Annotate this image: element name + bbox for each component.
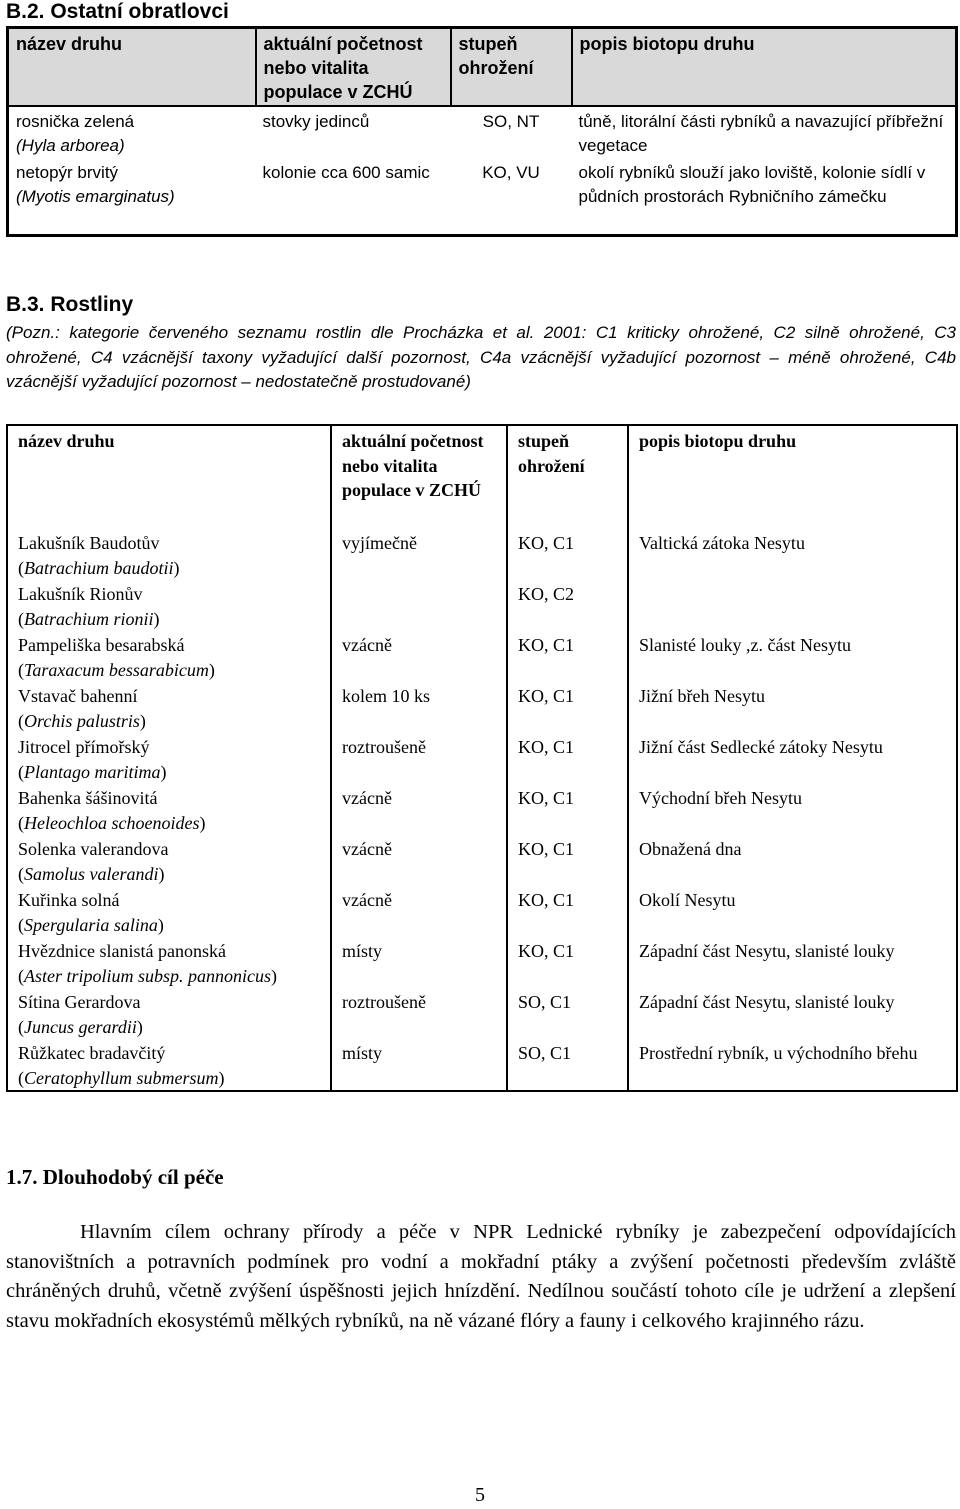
vertebrates-table bbox=[6, 26, 958, 237]
species-cell: Lakušník Rionův (Batrachium rionii) bbox=[7, 580, 331, 631]
table-row bbox=[7, 682, 957, 733]
population-cell: vzácně bbox=[331, 631, 507, 682]
table-header-row bbox=[8, 28, 957, 106]
threat-cell: SO, C1 bbox=[507, 988, 628, 1039]
population-cell bbox=[331, 580, 507, 631]
species-name: Růžkatec bradavčitý bbox=[18, 1043, 166, 1063]
threat-cell: KO, C1 bbox=[507, 733, 628, 784]
species-cell bbox=[8, 106, 256, 158]
habitat-cell: Prostřední rybník, u východního břehu bbox=[628, 1039, 957, 1091]
population-cell: roztroušeně bbox=[331, 988, 507, 1039]
population-cell: vzácně bbox=[331, 835, 507, 886]
table-row bbox=[7, 937, 957, 988]
threat-cell: KO, C1 bbox=[507, 631, 628, 682]
species-latin: Juncus gerardii bbox=[24, 1016, 137, 1037]
table-row bbox=[7, 835, 957, 886]
population-cell: stovky jedinců bbox=[262, 111, 370, 131]
species-latin: Heleochloa schoenoides bbox=[24, 812, 200, 833]
species-cell: Lakušník Baudotův (Batrachium baudotii) bbox=[7, 529, 331, 580]
threat-cell: KO, C1 bbox=[507, 937, 628, 988]
species-cell: Hvězdnice slanistá panonská (Aster tripolium subsp. pannonicus) bbox=[7, 937, 331, 988]
long-term-goal-paragraph: Hlavním cílem ochrany přírody a péče v NPR Lednické rybníky je zabezpečení odpovídajících stanovištních a potravních podmínek pro vodní a mokřadní ptáky a zvýšení početnosti především zvláště chráněných druhů, včetně zvýšení úspěšnosti jejich hnízdění. Nedílnou součástí tohoto cíle je udržení a zlepšení stavu mokřadních ekosystémů mělkých rybníků, na ně vázané flóry a fauny i celkového krajinného rázu. bbox=[6, 1221, 956, 1332]
table-row bbox=[8, 106, 957, 158]
threat-cell: KO, C2 bbox=[507, 580, 628, 631]
species-latin: Spergularia salina bbox=[24, 914, 158, 935]
habitat-cell: Obnažená dna bbox=[628, 835, 957, 886]
species-cell: Pampeliška besarabská (Taraxacum bessarabicum) bbox=[7, 631, 331, 682]
species-name: Pampeliška besarabská bbox=[18, 635, 185, 655]
red-list-note: (Pozn.: kategorie červeného seznamu rostlin dle Procházka et al. 2001: C1 kriticky ohrožené, C2 silně ohrožené, C3 ohrožené, C4 vzácnější taxony vyžadující další pozornost, C4a vzácnější vyžadující pozornost – méně ohrožené, C4b vzácnější vyžadující pozornost – nedostatečně prostudované) bbox=[6, 323, 956, 391]
habitat-cell: Západní část Nesytu, slanisté louky bbox=[628, 937, 957, 988]
population-cell: roztroušeně bbox=[331, 733, 507, 784]
header-threat-level: stupeň ohrožení bbox=[507, 425, 628, 529]
habitat-cell: Valtická zátoka Nesytu bbox=[628, 529, 957, 580]
header-threat-level: stupeň ohrožení bbox=[451, 28, 572, 106]
section-17-title: 1.7. Dlouhodobý cíl péče bbox=[6, 1165, 224, 1189]
species-cell: Růžkatec bradavčitý (Ceratophyllum submersum) bbox=[7, 1039, 331, 1091]
species-cell bbox=[8, 158, 256, 236]
header-species-name: název druhu bbox=[7, 425, 331, 529]
header-habitat: popis biotopu druhu bbox=[628, 425, 957, 529]
species-cell: Jitrocel přímořský (Plantago maritima) bbox=[7, 733, 331, 784]
threat-cell: KO, C1 bbox=[507, 784, 628, 835]
habitat-cell: tůně, litorální části rybníků a navazující příbřežní vegetace bbox=[578, 111, 944, 155]
species-latin: Batrachium rionii bbox=[24, 608, 154, 629]
header-species-name: název druhu bbox=[8, 28, 256, 106]
table-row bbox=[7, 733, 957, 784]
threat-cell: KO, C1 bbox=[507, 529, 628, 580]
species-name: netopýr brvitý bbox=[16, 162, 119, 182]
population-cell: vzácně bbox=[331, 784, 507, 835]
population-cell: místy bbox=[331, 1039, 507, 1091]
habitat-cell: Jižní břeh Nesytu bbox=[628, 682, 957, 733]
species-name: Hvězdnice slanistá panonská bbox=[18, 941, 226, 961]
population-cell: místy bbox=[331, 937, 507, 988]
table-header-row bbox=[7, 425, 957, 529]
section-b3-title: B.3. Rostliny bbox=[6, 293, 134, 316]
species-cell: Sítina Gerardova (Juncus gerardii) bbox=[7, 988, 331, 1039]
table-row bbox=[7, 1039, 957, 1091]
species-name: Solenka valerandova bbox=[18, 839, 169, 859]
habitat-cell: Slanisté louky ,z. část Nesytu bbox=[628, 631, 957, 682]
habitat-cell: Východní břeh Nesytu bbox=[628, 784, 957, 835]
species-latin: Plantago maritima bbox=[24, 761, 161, 782]
habitat-cell: Okolí Nesytu bbox=[628, 886, 957, 937]
habitat-cell: Západní část Nesytu, slanisté louky bbox=[628, 988, 957, 1039]
species-latin: (Hyla arborea) bbox=[16, 135, 125, 155]
species-cell: Bahenka šášinovitá (Heleochloa schoenoides) bbox=[7, 784, 331, 835]
threat-cell: SO, NT bbox=[482, 111, 540, 131]
habitat-cell bbox=[628, 580, 957, 631]
header-population: aktuální početnost nebo vitalita populace v ZCHÚ bbox=[256, 28, 451, 106]
threat-cell: SO, C1 bbox=[507, 1039, 628, 1091]
threat-cell: KO, C1 bbox=[507, 835, 628, 886]
population-cell: kolonie cca 600 samic bbox=[262, 162, 430, 182]
species-latin: Batrachium baudotii bbox=[24, 557, 174, 578]
table-row bbox=[7, 631, 957, 682]
page-number: 5 bbox=[475, 1484, 485, 1506]
population-cell: vzácně bbox=[331, 886, 507, 937]
threat-cell: KO, VU bbox=[482, 162, 540, 182]
table-row bbox=[7, 988, 957, 1039]
header-habitat: popis biotopu druhu bbox=[572, 28, 957, 106]
table-row bbox=[7, 886, 957, 937]
threat-cell: KO, C1 bbox=[507, 886, 628, 937]
species-latin: Taraxacum bessarabicum bbox=[24, 659, 209, 680]
table-row bbox=[7, 784, 957, 835]
species-name: Kuřinka solná bbox=[18, 890, 120, 910]
table-row bbox=[8, 158, 957, 236]
species-cell: Solenka valerandova (Samolus valerandi) bbox=[7, 835, 331, 886]
table-row bbox=[7, 529, 957, 580]
species-name: Lakušník Baudotův bbox=[18, 533, 160, 553]
species-name: Vstavač bahenní bbox=[18, 686, 138, 706]
section-b2-title: B.2. Ostatní obratlovci bbox=[6, 0, 229, 23]
species-latin: Ceratophyllum submersum bbox=[24, 1067, 219, 1088]
habitat-cell: okolí rybníků slouží jako loviště, kolonie sídlí v půdních prostorách Rybničního zámečku bbox=[578, 162, 926, 206]
table-row bbox=[7, 580, 957, 631]
population-cell: vyjímečně bbox=[331, 529, 507, 580]
habitat-cell: Jižní část Sedlecké zátoky Nesytu bbox=[628, 733, 957, 784]
species-name: Sítina Gerardova bbox=[18, 992, 141, 1012]
species-latin: Orchis palustris bbox=[24, 710, 140, 731]
species-name: Jitrocel přímořský bbox=[18, 737, 150, 757]
species-latin: Samolus valerandi bbox=[24, 863, 159, 884]
plants-table bbox=[6, 424, 958, 1092]
header-population: aktuální početnost nebo vitalita populace v ZCHÚ bbox=[331, 425, 507, 529]
population-cell: kolem 10 ks bbox=[331, 682, 507, 733]
species-name: Bahenka šášinovitá bbox=[18, 788, 158, 808]
species-latin: Aster tripolium subsp. pannonicus bbox=[24, 965, 272, 986]
threat-cell: KO, C1 bbox=[507, 682, 628, 733]
species-cell: Vstavač bahenní (Orchis palustris) bbox=[7, 682, 331, 733]
species-latin: (Myotis emarginatus) bbox=[16, 186, 175, 206]
species-cell: Kuřinka solná (Spergularia salina) bbox=[7, 886, 331, 937]
species-name: Lakušník Rionův bbox=[18, 584, 143, 604]
species-name: rosnička zelená bbox=[16, 111, 135, 131]
